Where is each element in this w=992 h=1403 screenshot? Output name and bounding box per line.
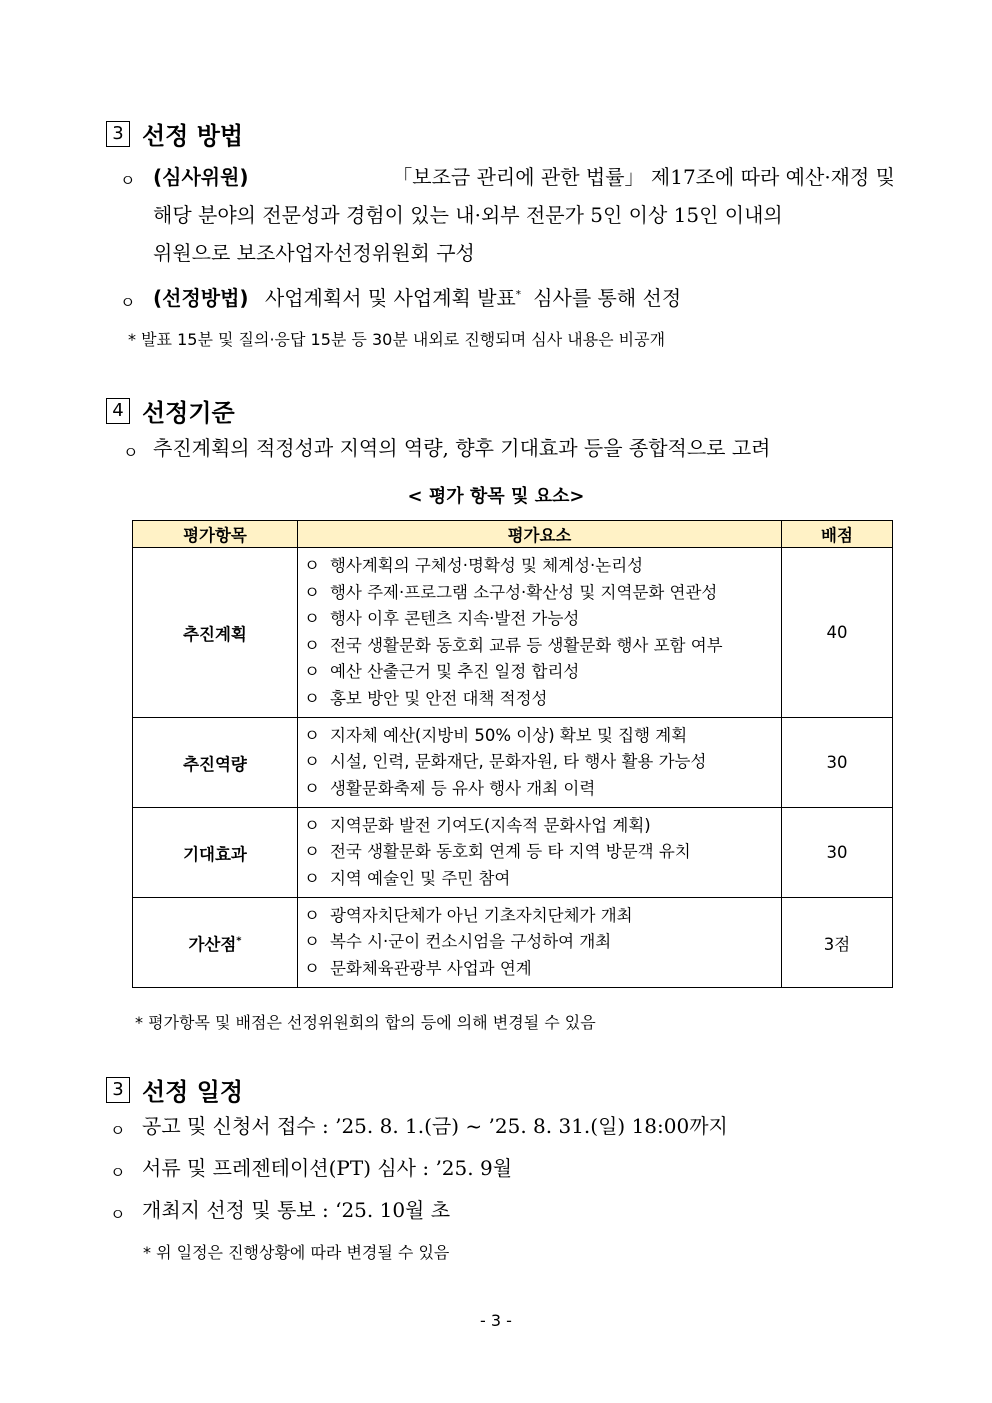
bullet-symbol: ㅇ [120, 171, 136, 190]
bullet-symbol: ㅇ [123, 443, 139, 462]
list-item: ㅇ 행사 이후 콘텐츠 지속·발전 가능성 [304, 609, 580, 628]
bullet-symbol: ㅇ [120, 293, 136, 312]
list-item: ㅇ 지자체 예산(지방비 50% 이상) 확보 및 집행 계획 [304, 725, 688, 745]
bullet-symbol: ㅇ [110, 1121, 126, 1140]
table-row [133, 808, 893, 898]
bullet-line: 해당 분야의 전문성과 경험이 있는 내·외부 전문가 5인 이상 15인 이내의 [153, 203, 783, 227]
footnote-mark: * [515, 289, 521, 301]
row-category: 가산점* [133, 898, 298, 988]
list-item: ㅇ 문화체육관광부 사업과 연계 [304, 958, 532, 978]
list-item: ㅇ 광역자치단체가 아닌 기초자치단체가 개최 [304, 905, 633, 925]
table-row [133, 718, 893, 808]
row-items [298, 898, 782, 988]
section-title: 선정기준 [142, 399, 235, 427]
note-schedule: * 위 일정은 진행상황에 따라 변경될 수 있음 [143, 1243, 450, 1262]
row-score: 30 [782, 718, 893, 808]
bullet-review-committee [153, 158, 895, 272]
table-row [133, 898, 893, 988]
header-score: 배점 [782, 521, 893, 548]
row-items [298, 808, 782, 898]
bullet-line: 「보조금 관리에 관한 법률」 제17조에 따라 예산·재정 및 [392, 165, 895, 189]
list-item: ㅇ 지역 예술인 및 주민 참여 [304, 868, 511, 888]
bullet-selection-method [153, 282, 681, 311]
table-row [133, 548, 893, 718]
list-item: ㅇ 행사계획의 구체성·명확성 및 체계성·논리성 [304, 556, 644, 575]
header-category: 평가항목 [133, 521, 298, 548]
row-category: 추진계획 [133, 548, 298, 718]
bullet-criteria: 추진계획의 적정성과 지역의 역량, 향후 기대효과 등을 종합적으로 고려 [153, 436, 771, 460]
bullet-symbol: ㅇ [110, 1205, 126, 1224]
row-score: 3점 [782, 898, 893, 988]
section-number-box: 3 [106, 121, 130, 147]
row-score: 30 [782, 808, 893, 898]
evaluation-table [132, 520, 893, 988]
section-number-box: 3 [106, 1077, 130, 1103]
bullet-text-after: 심사를 통해 선정 [533, 286, 682, 310]
section-title: 선정 방법 [142, 122, 244, 150]
schedule-item: 개최지 선정 및 통보 : ‘25. 10월 초 [142, 1198, 451, 1222]
list-item: ㅇ 복수 시·군이 컨소시엄을 구성하여 개최 [304, 932, 612, 952]
row-category: 기대효과 [133, 808, 298, 898]
table-caption: < 평가 항목 및 요소> [407, 486, 585, 507]
row-items [298, 718, 782, 808]
list-item: ㅇ 예산 산출근거 및 추진 일정 합리성 [304, 662, 580, 681]
bullet-symbol: ㅇ [110, 1163, 126, 1182]
list-item: ㅇ 시설, 인력, 문화재단, 문화자원, 타 행사 활용 가능성 [304, 752, 707, 772]
row-category: 추진역량 [133, 718, 298, 808]
schedule-item: 공고 및 신청서 접수 : ’25. 8. 1.(금) ~ ’25. 8. 31.(일) 18:00까지 [142, 1114, 728, 1138]
section-heading-schedule [106, 1072, 243, 1107]
section-heading-criteria [106, 393, 235, 428]
schedule-item: 서류 및 프레젠테이션(PT) 심사 : ’25. 9월 [142, 1156, 513, 1180]
list-item: ㅇ 전국 생활문화 동호회 교류 등 생활문화 행사 포함 여부 [304, 635, 723, 655]
list-item: ㅇ 홍보 방안 및 안전 대책 적정성 [304, 688, 548, 708]
bullet-text: 사업계획서 및 사업계획 발표 [264, 286, 516, 310]
note-presentation: * 발표 15분 및 질의·응답 15분 등 30분 내외로 진행되며 심사 내용은 비공개 [128, 330, 666, 349]
list-item: ㅇ 지역문화 발전 기여도(지속적 문화사업 계획) [304, 815, 651, 835]
row-items [298, 548, 782, 718]
table-header-row [133, 521, 893, 548]
header-elements: 평가요소 [298, 521, 782, 548]
footnote-mark: * [236, 935, 242, 946]
bullet-label: (선정방법) [153, 286, 249, 310]
list-item: ㅇ 생활문화축제 등 유사 행사 개최 이력 [304, 778, 596, 798]
bullet-label: (심사위원) [153, 165, 249, 189]
list-item: ㅇ 전국 생활문화 동호회 연계 등 타 지역 방문객 유치 [304, 842, 691, 862]
bullet-line: 위원으로 보조사업자선정위원회 구성 [153, 241, 475, 265]
section-title: 선정 일정 [142, 1078, 244, 1106]
list-item: ㅇ 행사 주제·프로그램 소구성·확산성 및 지역문화 연관성 [304, 582, 718, 602]
section-heading-method [106, 116, 243, 151]
row-score: 40 [782, 548, 893, 718]
page-number: - 3 - [480, 1311, 512, 1330]
section-number-box: 4 [106, 398, 130, 424]
note-evaluation: * 평가항목 및 배점은 선정위원회의 합의 등에 의해 변경될 수 있음 [135, 1013, 596, 1032]
